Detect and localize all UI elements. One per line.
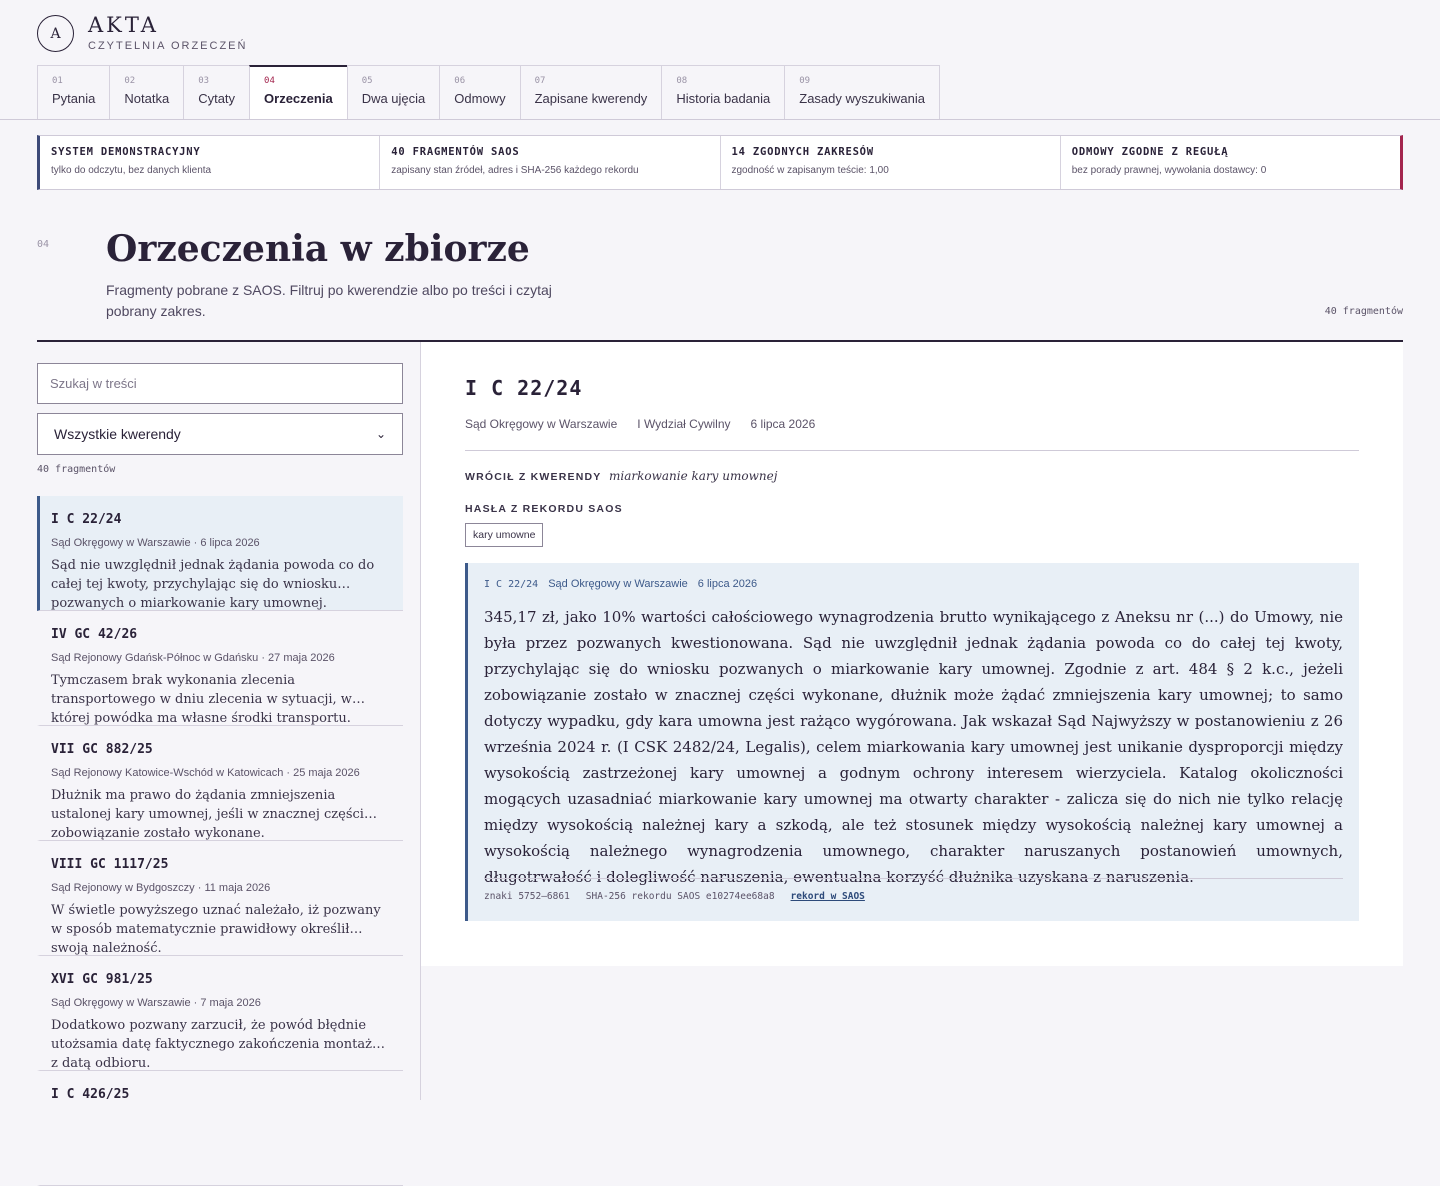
status-text: tylko do odczytu, bez danych klienta [51, 165, 212, 176]
list-item-signature: I C 426/25 [51, 1087, 130, 1102]
quote-hash: SHA-256 rekordu SAOS e10274ee68a8 [585, 891, 775, 902]
status-ranges [721, 136, 1061, 189]
tab-number: 04 [264, 76, 275, 86]
tab-historia-badania[interactable] [661, 65, 785, 120]
status-text: zapisany stan źródeł, adres i SHA-256 każdego rekordu [391, 165, 639, 176]
list-item-snippet: Tymczasem brak wykonania zlecenia transportowego w dniu zlecenia w sytuacji, w której powódka ma własne środki transportu. [51, 673, 352, 726]
status-fragments [380, 136, 720, 189]
tab-label: Zasady wyszukiwania [799, 91, 925, 106]
quote-footer [484, 878, 1343, 902]
tab-number: 03 [198, 76, 210, 86]
tab-label: Notatka [124, 91, 170, 106]
page-description: Fragmenty pobrane z SAOS. Filtruj po kwerendzie albo po treści i czytaj pobrany zakres. [106, 282, 552, 319]
brand-title: AKTA [88, 13, 159, 37]
page-number: 04 [37, 239, 50, 250]
list-item-signature: I C 22/24 [51, 512, 122, 527]
status-text: zgodność w zapisanym teście: 1,00 [731, 165, 889, 176]
brand-logo: A [37, 15, 74, 52]
tab-zapisane-kwerendy[interactable] [520, 65, 663, 120]
quote-date: 6 lipca 2026 [697, 578, 758, 590]
tab-pytania[interactable] [37, 65, 110, 120]
status-text: bez porady prawnej, wywołania dostawcy: 0 [1071, 165, 1267, 176]
list-item-meta: Sąd Rejonowy Katowice-Wschód w Katowicach · 25 maja 2026 [51, 767, 360, 779]
brand [37, 14, 247, 52]
tab-odmowy[interactable] [439, 65, 520, 120]
tab-number: 06 [454, 76, 466, 86]
fragment-quote [465, 563, 1359, 921]
query-filter-select[interactable] [37, 413, 403, 455]
detail-date: 6 lipca 2026 [750, 417, 816, 431]
detail-meta [465, 417, 835, 431]
status-strip [37, 135, 1403, 190]
tab-label: Dwa ujęcia [361, 91, 426, 106]
detail-signature: I C 22/24 [465, 376, 583, 400]
list-item[interactable] [37, 841, 403, 956]
status-title: ODMOWY ZGODNE Z REGUŁĄ [1071, 146, 1229, 158]
detail-court: Sąd Okręgowy w Warszawie [465, 417, 618, 431]
list-item-snippet: Sąd nie uwzględnił jednak żądania powoda co do całej tej kwoty, przychylając się do wniosku pozwanych o miarkowanie kary umownej. [51, 558, 375, 611]
search-input[interactable] [37, 363, 403, 404]
back-from-query-label: WRÓCIŁ Z KWERENDY [465, 471, 602, 483]
quote-char-range: znaki 5752–6861 [484, 891, 570, 902]
list-item[interactable] [37, 1071, 403, 1186]
fragment-detail-panel [421, 342, 1403, 966]
quote-signature: I C 22/24 [484, 579, 539, 590]
back-from-query-link[interactable]: miarkowanie kary umownej [609, 469, 778, 483]
tab-cytaty[interactable] [183, 65, 250, 120]
list-item-signature: IV GC 42/26 [51, 627, 138, 642]
list-item[interactable] [37, 496, 403, 611]
list-item-meta: Sąd Okręgowy w Warszawie · 7 maja 2026 [51, 997, 261, 1009]
tabs-divider [0, 119, 1440, 120]
status-demo [40, 136, 380, 189]
list-item-snippet: W świetle powyższego uznać należało, iż pozwany w sposób matematycznie prawidłowy określił swoją należność. [51, 903, 381, 956]
brand-subtitle: CZYTELNIA ORZECZEŃ [88, 40, 248, 52]
tab-notatka[interactable] [109, 65, 184, 120]
list-item-snippet: Dłużnik ma prawo do żądania zmniejszenia ustalonej kary umownej, jeśli w znacznej części zobowiązanie zostało wykonane. [51, 788, 364, 841]
keyword-chip: kary umowne [465, 523, 543, 547]
list-item[interactable] [37, 956, 403, 1071]
tab-zasady-wyszukiwania[interactable] [784, 65, 940, 120]
tab-label: Odmowy [454, 91, 506, 106]
list-item-snippet: Dodatkowo pozwany zarzucił, że powód błędnie utożsamia datę faktycznego zakończenia montażu z datą odbioru. [51, 1018, 381, 1071]
list-item-meta: Sąd Okręgowy w Warszawie · 6 lipca 2026 [51, 537, 260, 549]
list-fragment-count: 40 fragmentów [37, 464, 116, 475]
list-item-signature: XVI GC 981/25 [51, 972, 153, 987]
tab-label: Zapisane kwerendy [534, 91, 648, 106]
list-item-signature: VII GC 882/25 [51, 742, 153, 757]
fragment-list [37, 496, 403, 1186]
tab-number: 02 [124, 76, 136, 86]
detail-divider [465, 450, 1359, 451]
tab-label: Pytania [52, 91, 96, 106]
page-title: Orzeczenia w zbiorze [106, 228, 530, 270]
list-item-meta: Sąd Rejonowy Gdańsk-Północ w Gdańsku · 27 maja 2026 [51, 652, 335, 664]
tab-label: Historia badania [676, 91, 771, 106]
chevron-down-icon: ⌄ [375, 427, 386, 441]
keywords-label: HASŁA Z REKORDU SAOS [465, 503, 623, 515]
tab-number: 07 [534, 76, 546, 86]
tab-label: Orzeczenia [264, 91, 333, 106]
list-item[interactable] [37, 611, 403, 726]
status-title: 14 ZGODNYCH ZAKRESÓW [731, 146, 874, 158]
list-item[interactable] [37, 726, 403, 841]
query-filter-value: Wszystkie kwerendy [54, 426, 181, 442]
main-tabs [37, 65, 939, 120]
tab-label: Cytaty [198, 91, 236, 106]
tab-orzeczenia[interactable] [249, 65, 348, 120]
list-item-signature: VIII GC 1117/25 [51, 857, 169, 872]
status-title: SYSTEM DEMONSTRACYJNY [51, 146, 201, 158]
saos-record-link[interactable]: rekord w SAOS [790, 891, 865, 902]
fragment-list-panel [37, 342, 421, 1100]
status-title: 40 FRAGMENTÓW SAOS [391, 146, 520, 158]
detail-division: I Wydział Cywilny [637, 417, 731, 431]
status-refusals [1061, 136, 1400, 189]
quote-header [484, 578, 1343, 590]
quote-court: Sąd Okręgowy w Warszawie [548, 578, 688, 590]
quote-text: 345,17 zł, jako 10% wartości całościowego wynagrodzenia brutto wynikającego z Aneksu nr (...) do Umowy, nie była przez pozwanych kwestionowana. Sąd nie uwzględnił jednak żądania powoda co do całej tej kwoty, przychylając się do wniosku pozwanych o miarkowanie kary umownej. Zgodnie z art. 484 § 2 k.c., jeżeli zobowiązanie zostało w znacznej części wykonane, dłużnik może żądać zmniejszenia kary umownej; to samo dotyczy wypadku, gdy kara umowna jest rażąco wygórowana. Jak wskazał Sąd Najwyższy w postanowieniu z 26 września 2024 r. (I CSK 2482/24, Legalis), celem miarkowania kary umownej jest unikanie dysproporcji między wysokością zastrzeżonej kary umownej a godnym ochrony interesem wierzyciela. Katalog okoliczności mogących uzasadniać miarkowanie kary umownej ma otwarty charakter - zalicza się do nich nie tylko relację między wysokością należnej kary a szkodą, ale też stosunek między wysokością należnej kary umownej a wysokością należnego wynagrodzenia umownego, charakter naruszanych postanowień umownych, długotrwałość i dolegliwość naruszenia, ewentualna korzyść dłużnika uzyskana z naruszenia. [484, 608, 1343, 886]
list-item-meta: Sąd Rejonowy w Bydgoszczy · 11 maja 2026 [51, 882, 271, 894]
tab-number: 08 [676, 76, 688, 86]
page-fragment-count: 40 fragmentów [1324, 306, 1403, 317]
tab-dwa-ujecia[interactable] [347, 65, 441, 120]
tab-number: 05 [361, 76, 373, 86]
tab-number: 09 [799, 76, 811, 86]
tab-number: 01 [52, 76, 63, 86]
